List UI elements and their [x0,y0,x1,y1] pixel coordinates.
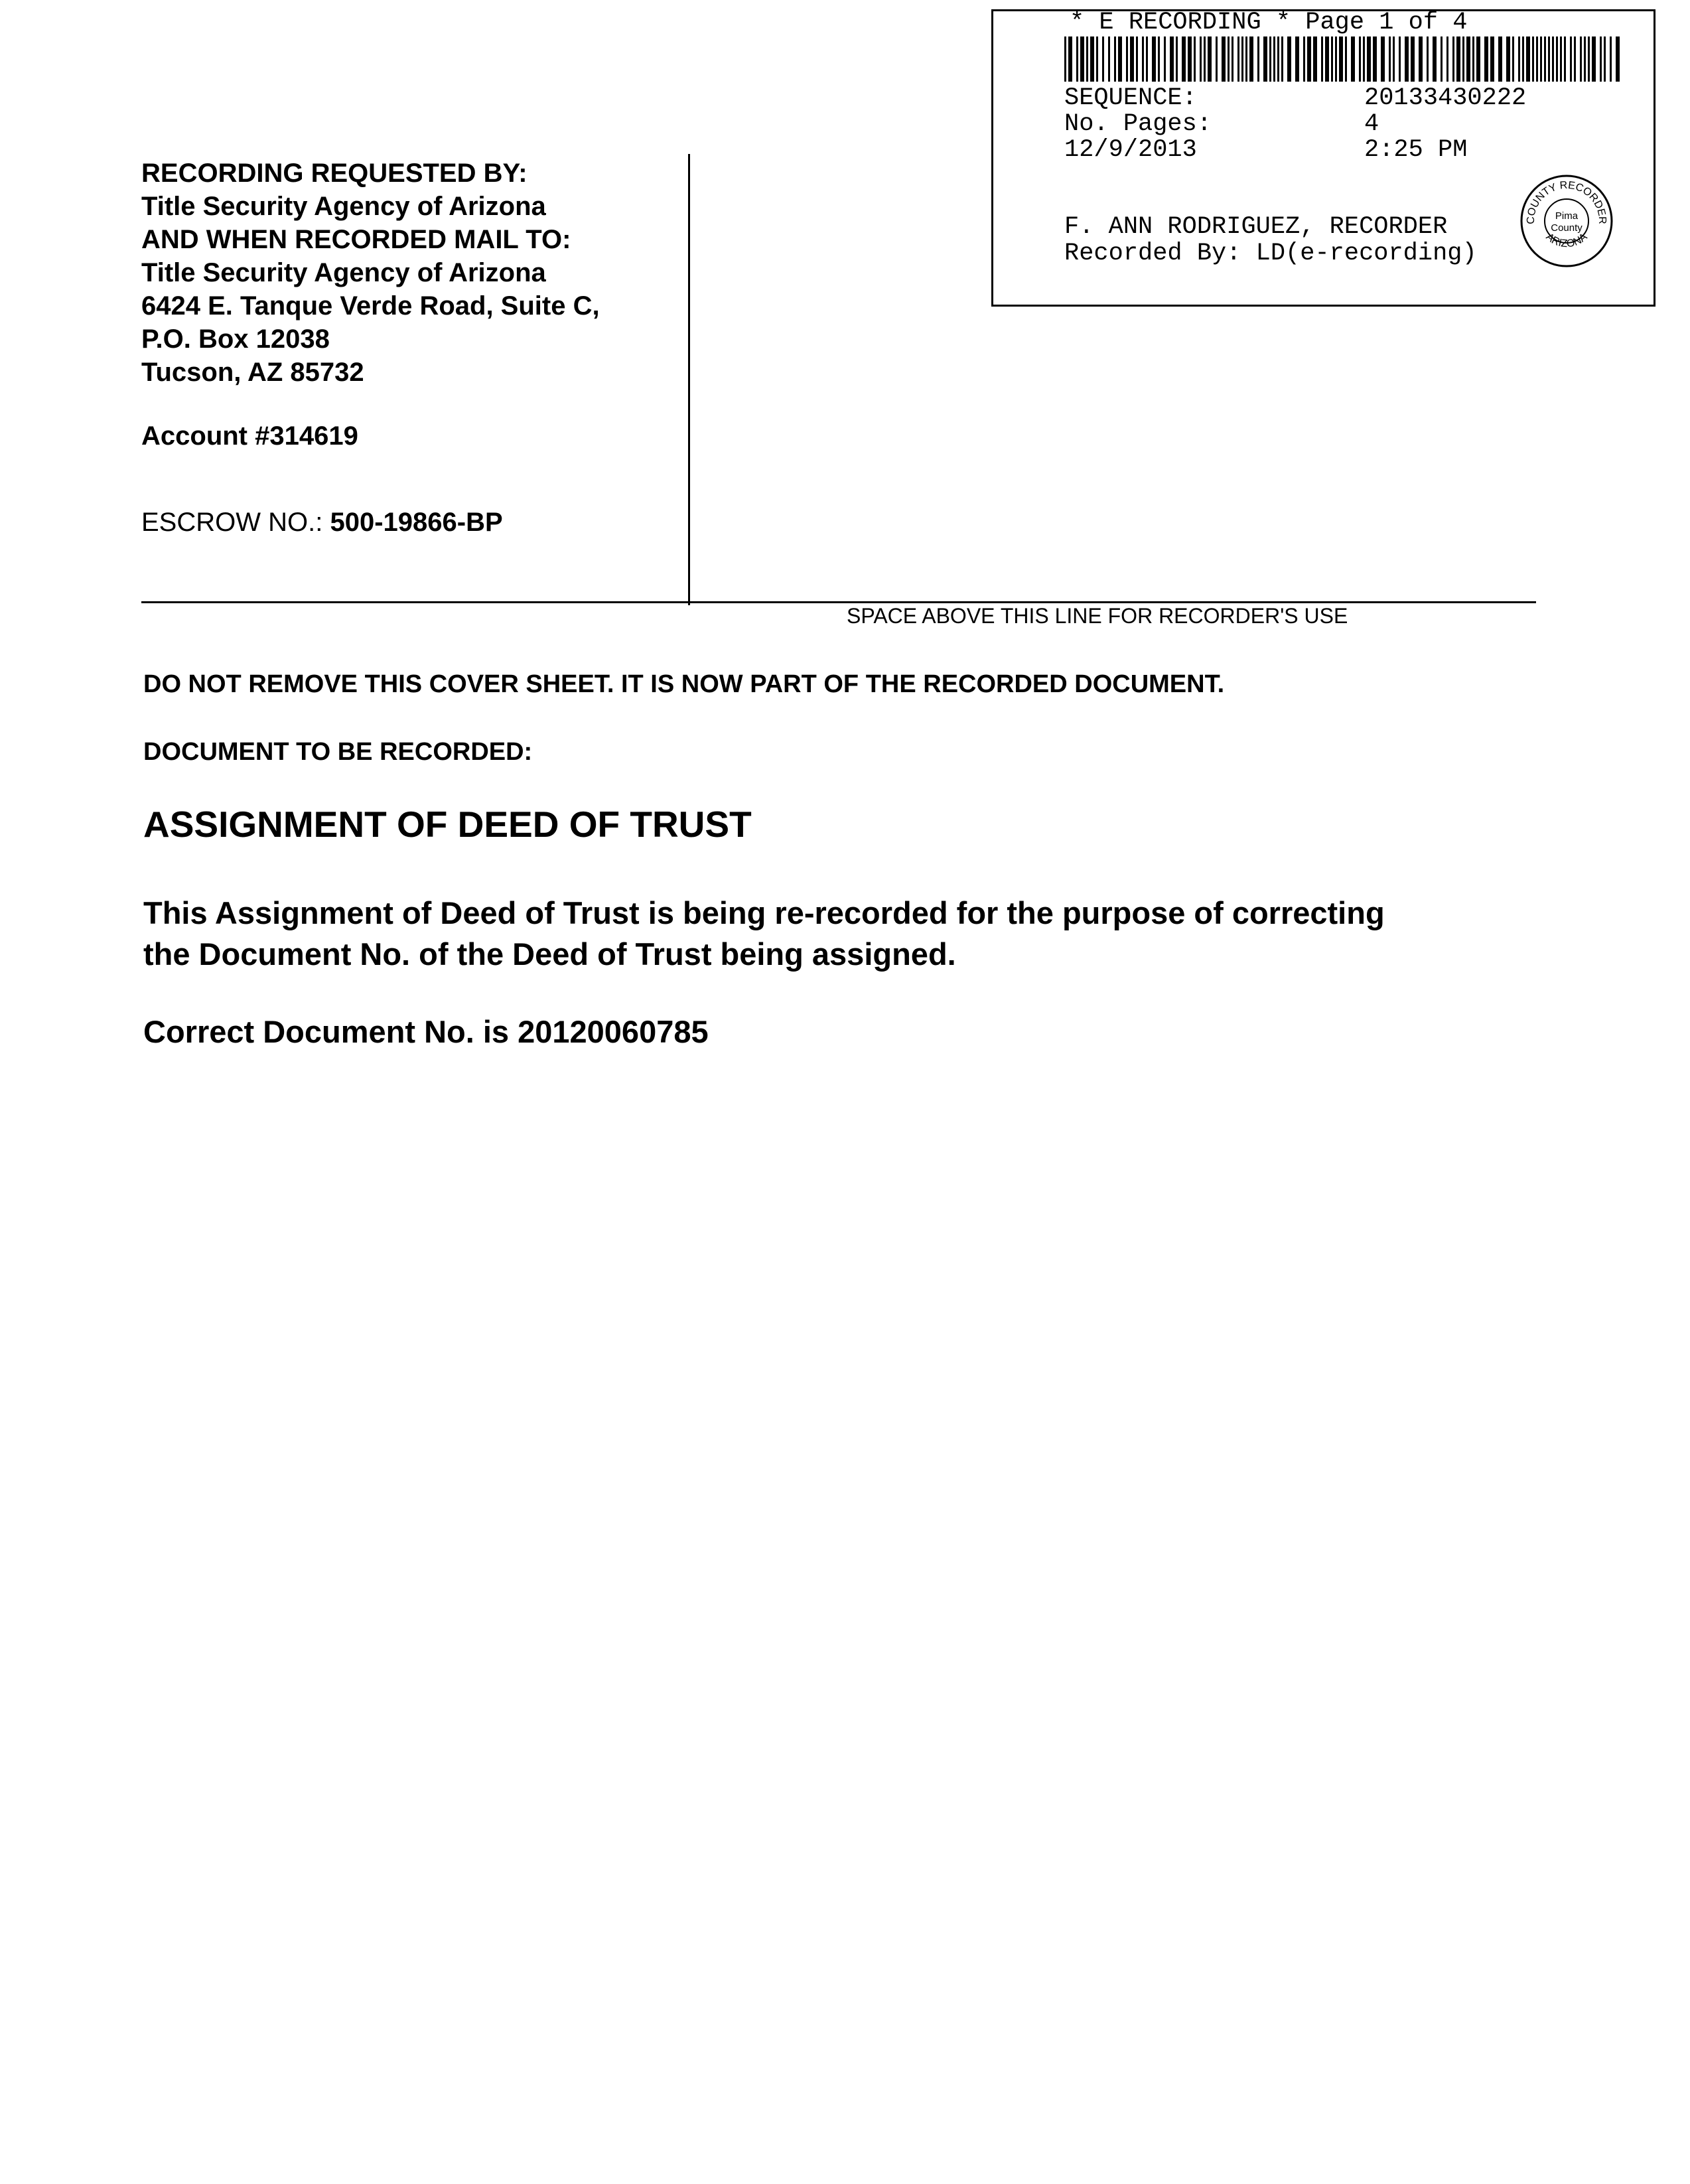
barcode-bar [1604,36,1606,82]
barcode-bar [1086,36,1088,82]
barcode-bar [1506,36,1510,82]
barcode-bar [1462,36,1464,82]
escrow-label: ESCROW NO.: [141,508,323,537]
barcode-bar [1335,36,1337,82]
barcode-bar [1526,36,1530,82]
escrow-value: 500-19866-BP [330,508,503,537]
barcode-bar [1158,36,1160,82]
mail-to-label: AND WHEN RECORDED MAIL TO: [141,225,571,254]
barcode-bar [1433,36,1437,82]
barcode-bar [1273,36,1275,82]
barcode-bar [1564,36,1566,82]
barcode-bar [1363,36,1365,82]
barcode-bar [1313,36,1317,82]
barcode-bar [1090,36,1094,82]
barcode-bar [1616,36,1620,82]
barcode-bar [1257,36,1259,82]
barcode-bar [1544,36,1546,82]
pages-value: 4 [1364,110,1379,138]
barcode-bar [1080,36,1084,82]
barcode-bar [1472,36,1474,82]
barcode-bar [1182,36,1186,82]
barcode-bar [1536,36,1538,82]
barcode-bar [1490,36,1494,82]
barcode-bar [1351,36,1355,82]
pages-label: No. Pages: [1064,110,1212,138]
barcode-bar [1222,36,1226,82]
barcode-bar [1466,36,1470,82]
barcode-bar [1518,36,1520,82]
barcode-bar [1419,36,1423,82]
barcode-bar [1411,36,1415,82]
barcode-bar [1446,36,1448,82]
vertical-divider [688,154,690,605]
barcode-bar [1241,36,1243,82]
record-time: 2:25 PM [1364,136,1468,164]
barcode-bar [1540,36,1542,82]
seal-text-county: County [1551,222,1583,234]
barcode-bar [1237,36,1239,82]
barcode-bar [1076,36,1078,82]
barcode-bar [1393,36,1395,82]
barcode-bar [1339,36,1343,82]
escrow-line [141,506,503,539]
purpose-line-2: the Document No. of the Deed of Trust being assigned. [143,936,956,972]
barcode-bar [1126,36,1128,82]
barcode-bar [1584,36,1586,82]
barcode-bar [1164,36,1166,82]
barcode-bar [1512,36,1514,82]
city-state-zip: Tucson, AZ 85732 [141,358,364,387]
space-above-caption: SPACE ABOVE THIS LINE FOR RECORDER'S USE [847,604,1348,628]
barcode-bar [1204,36,1206,82]
mail-to-name: Title Security Agency of Arizona [141,258,546,287]
barcode-bar [1249,36,1253,82]
barcode-bar [1142,36,1144,82]
barcode-bar [1303,36,1305,82]
sequence-label: SEQUENCE: [1064,84,1197,112]
barcode-bar [1287,36,1291,82]
barcode-bar [1263,36,1267,82]
cover-sheet-notice: DO NOT REMOVE THIS COVER SHEET. IT IS NOW PART OF THE RECORDED DOCUMENT. [143,670,1225,698]
po-box: P.O. Box 12038 [141,325,330,354]
barcode-bar [1570,36,1572,82]
barcode-bar [1548,36,1550,82]
barcode-bar [1188,36,1192,82]
barcode-bar [1532,36,1534,82]
recorder-use-line [141,601,1536,603]
barcode-bar [1522,36,1524,82]
barcode-bar [1170,36,1174,82]
seal-text-top: COUNTY RECORDER [1525,179,1608,224]
barcode-bar [1130,36,1134,82]
barcode-bar [1399,36,1401,82]
barcode-bar [1068,36,1072,82]
barcode-bar [1367,36,1371,82]
recorded-by: Recorded By: LD(e-recording) [1064,240,1477,267]
barcode-bar [1281,36,1283,82]
barcode-bar [1325,36,1329,82]
barcode-bar [1232,36,1233,82]
barcode-bar [1588,36,1590,82]
barcode-bar [1108,36,1110,82]
barcode-bar [1389,36,1391,82]
barcode-bar [1345,36,1347,82]
account-number: Account #314619 [141,421,358,451]
barcode-bar [1200,36,1202,82]
barcode-bar [1476,36,1480,82]
barcode-bar [1359,36,1361,82]
document-title: ASSIGNMENT OF DEED OF TRUST [143,804,752,845]
barcode-bar [1552,36,1554,82]
seal-text-bottom: ARIZONA [1543,231,1590,250]
barcode-bar [1498,36,1502,82]
barcode-bar [1216,36,1218,82]
barcode-bar [1064,36,1066,82]
barcode-bar [1194,36,1196,82]
barcode-bar [1208,36,1212,82]
barcode-bar [1152,36,1156,82]
barcode-bar [1136,36,1138,82]
barcode-bar [1096,36,1098,82]
barcode-bar [1277,36,1279,82]
stamp-header: * E RECORDING * Page 1 of 4 [1070,9,1468,36]
barcode-bar [1321,36,1323,82]
barcode-bar [1560,36,1562,82]
barcode-bar [1176,36,1178,82]
barcode-bar [1118,36,1122,82]
barcode-bar [1452,36,1454,82]
record-date: 12/9/2013 [1064,136,1197,164]
barcode-bar [1484,36,1488,82]
barcode-bar [1456,36,1460,82]
barcode-bar [1600,36,1602,82]
barcode [1064,36,1622,82]
barcode-bar [1405,36,1409,82]
barcode-bar [1592,36,1596,82]
barcode-bar [1373,36,1377,82]
barcode-bar [1331,36,1333,82]
recorder-name: F. ANN RODRIGUEZ, RECORDER [1064,213,1448,241]
barcode-bar [1228,36,1230,82]
purpose-line-1: This Assignment of Deed of Trust is being re-recorded for the purpose of correcting [143,895,1385,930]
barcode-bar [1102,36,1104,82]
barcode-bar [1556,36,1558,82]
barcode-bar [1441,36,1443,82]
street-address: 6424 E. Tanque Verde Road, Suite C, [141,291,600,321]
barcode-bar [1427,36,1429,82]
barcode-bar [1114,36,1116,82]
requested-by-label: RECORDING REQUESTED BY: [141,159,528,188]
sequence-value: 20133430222 [1364,84,1527,112]
document-label: DOCUMENT TO BE RECORDED: [143,738,533,766]
barcode-bar [1610,36,1612,82]
seal-text-pima: Pima [1555,210,1579,222]
barcode-bar [1574,36,1576,82]
correct-document-number: Correct Document No. is 20120060785 [143,1014,709,1049]
barcode-bar [1295,36,1299,82]
barcode-bar [1307,36,1311,82]
requested-by-name: Title Security Agency of Arizona [141,192,546,221]
county-seal-icon [1519,174,1614,268]
barcode-bar [1245,36,1247,82]
barcode-bar [1381,36,1385,82]
barcode-bar [1580,36,1582,82]
barcode-bar [1269,36,1271,82]
svg-text:ARIZONA [1543,231,1589,250]
barcode-bar [1146,36,1148,82]
